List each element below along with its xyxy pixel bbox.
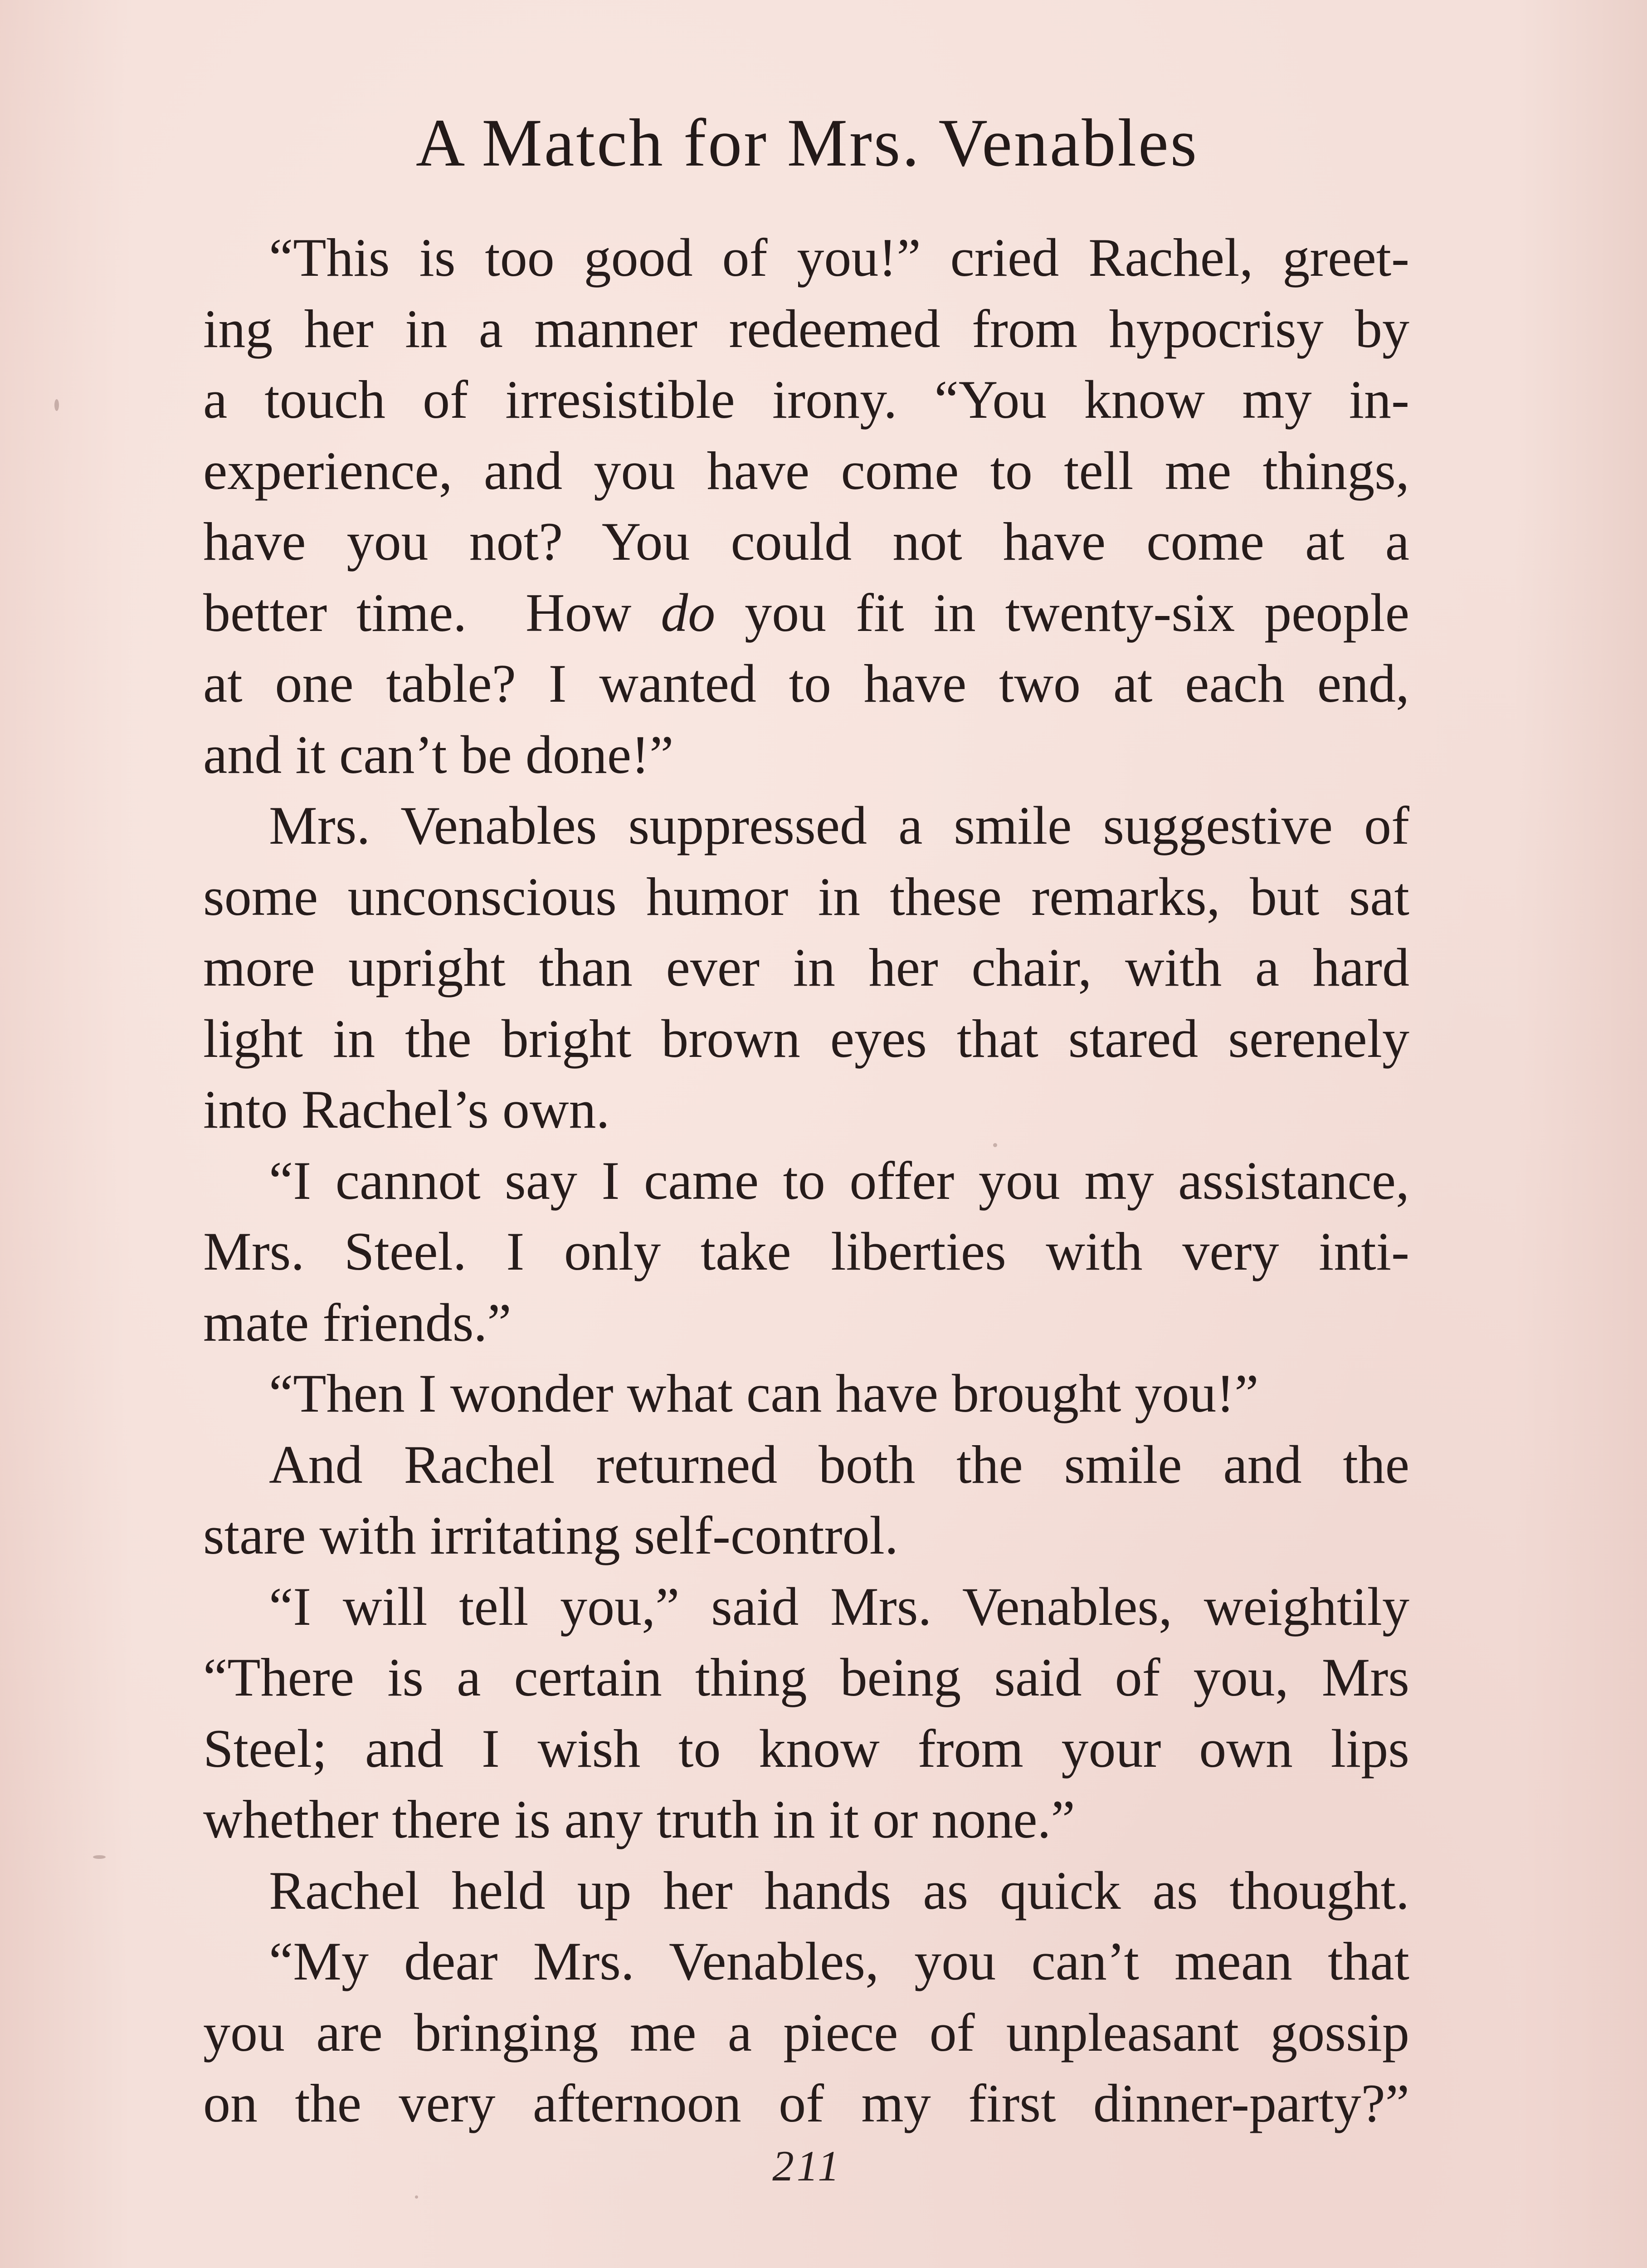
text-line: “Then I wonder what can have brought you!” <box>269 1363 1259 1423</box>
text-line: “This is too good of you!” cried Rachel, greet- <box>269 227 1409 288</box>
paper-speck <box>93 1855 106 1859</box>
text-line: “I cannot say I came to offer you my assistance, <box>269 1150 1409 1211</box>
paper-speck <box>54 399 59 411</box>
text-line: “There is a certain thing being said of you, Mrs <box>203 1647 1409 1707</box>
page-number: 211 <box>772 2142 842 2190</box>
text-line: Mrs. Venables suppressed a smile suggestive of <box>269 795 1409 855</box>
text-line: mate friends.” <box>203 1292 512 1353</box>
paper-speck <box>993 1143 997 1147</box>
italic-emphasis: do <box>661 582 716 643</box>
text-line: ing her in a manner redeemed from hypocrisy by <box>203 298 1409 359</box>
text-line: you are bringing me a piece of unpleasant gossip <box>203 2002 1409 2063</box>
text-line: and it can’t be done!” <box>203 724 674 785</box>
paper-speck <box>415 2195 418 2199</box>
text-line: more upright than ever in her chair, with a hard <box>203 937 1409 997</box>
text-line: a touch of irresistible irony. “You know my in- <box>203 369 1409 430</box>
text-line: light in the bright brown eyes that stared serenely <box>203 1008 1409 1069</box>
text-line: into Rachel’s own. <box>203 1079 610 1139</box>
text-line: Mrs. Steel. I only take liberties with very inti- <box>203 1221 1409 1281</box>
text-segment: you fit in twenty-six people <box>715 582 1410 643</box>
running-head: A Match for Mrs. Venables <box>415 105 1199 181</box>
text-line: “I will tell you,” said Mrs. Venables, weightily <box>269 1576 1409 1637</box>
text-line: at one table? I wanted to have two at each end, <box>203 653 1409 714</box>
body-text <box>203 222 1409 2139</box>
text-line: on the very afternoon of my first dinner-party?” <box>203 2073 1409 2133</box>
text-line: whether there is any truth in it or none.” <box>203 1789 1075 1849</box>
text-line: have you not? You could not have come at a <box>203 511 1409 572</box>
text-line: Rachel held up her hands as quick as thought. <box>269 1860 1409 1921</box>
text-line: And Rachel returned both the smile and the <box>269 1434 1409 1495</box>
text-line: “My dear Mrs. Venables, you can’t mean that <box>269 1931 1409 1991</box>
text-segment: better time. How <box>203 582 661 643</box>
text-line: stare with irritating self-control. <box>203 1505 898 1565</box>
text-line: experience, and you have come to tell me things, <box>203 440 1409 501</box>
text-line <box>203 577 1409 649</box>
text-line: Steel; and I wish to know from your own lips <box>203 1718 1409 1779</box>
text-line: some unconscious humor in these remarks, but sat <box>203 866 1409 927</box>
